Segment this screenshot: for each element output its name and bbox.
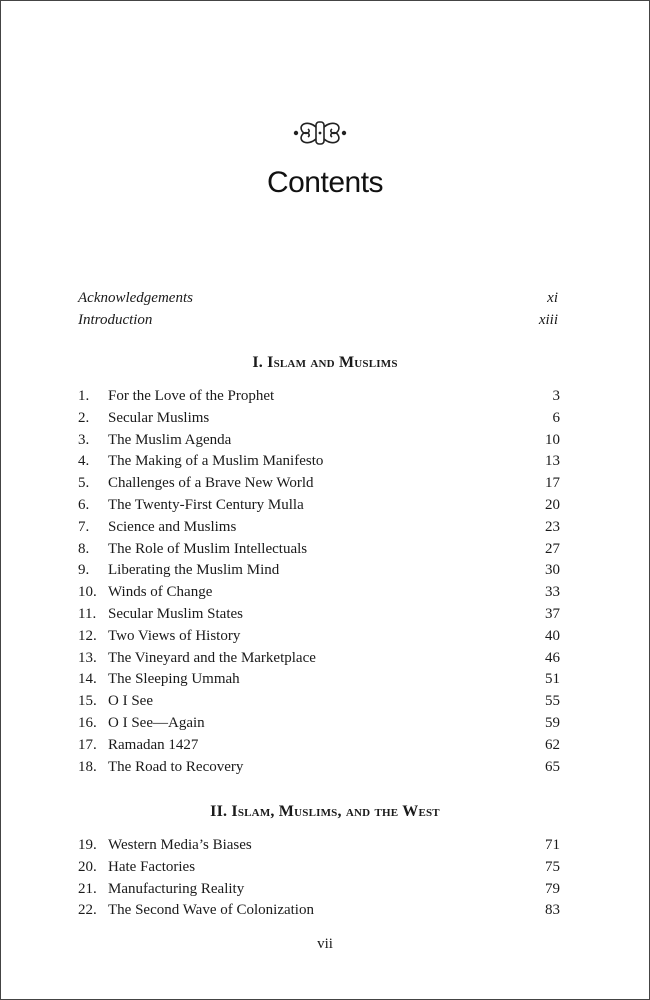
- chapter-number: 16.: [78, 714, 97, 731]
- chapter-page: 3: [552, 388, 560, 404]
- toc-entry[interactable]: [78, 287, 558, 309]
- chapter-number: 6.: [78, 496, 90, 513]
- chapter-number: 9.: [78, 562, 90, 579]
- part-heading: II. Islam, Muslims, and the West: [210, 803, 440, 820]
- toc-entry[interactable]: [78, 582, 560, 604]
- chapter-page: 27: [545, 540, 560, 557]
- front-matter-list: [78, 287, 558, 331]
- chapter-number: 11.: [78, 605, 97, 622]
- toc-entry[interactable]: [78, 386, 560, 408]
- chapter-page: 62: [545, 736, 560, 753]
- chapter-title: The Making of a Muslim Manifesto: [108, 453, 324, 470]
- chapter-page: 59: [545, 714, 560, 731]
- toc-entry[interactable]: [78, 857, 560, 879]
- chapter-title: The Vineyard and the Marketplace: [108, 649, 316, 666]
- chapter-title: O I See: [108, 693, 153, 710]
- chapter-page: 75: [545, 858, 560, 875]
- chapter-number: 4.: [78, 453, 90, 470]
- chapter-page: 23: [545, 518, 560, 535]
- chapter-number: 3.: [78, 431, 90, 448]
- chapter-list: [78, 835, 560, 922]
- toc-entry[interactable]: [78, 626, 560, 648]
- chapter-page: 83: [545, 902, 560, 919]
- chapter-number: 10.: [78, 584, 97, 601]
- chapter-number: 14.: [78, 671, 97, 688]
- part-heading: I. Islam and Muslims: [252, 354, 398, 371]
- chapter-number: 13.: [78, 649, 97, 666]
- chapter-title: Hate Factories: [108, 858, 196, 875]
- chapter-number: 17.: [78, 736, 97, 753]
- chapter-page: 20: [545, 496, 560, 513]
- toc-entry[interactable]: [78, 309, 558, 331]
- chapter-page: 17: [545, 475, 560, 492]
- chapter-page: 79: [545, 880, 560, 897]
- chapter-page: 65: [545, 758, 560, 775]
- chapter-page: 30: [545, 562, 560, 579]
- entry-page: xiii: [538, 312, 558, 328]
- chapter-number: 15.: [78, 693, 97, 710]
- chapter-page: 55: [545, 693, 560, 710]
- chapter-number: 22.: [78, 902, 97, 919]
- toc-entry[interactable]: [78, 835, 560, 857]
- toc-entry[interactable]: [78, 517, 560, 539]
- chapter-number: 19.: [78, 837, 97, 853]
- chapter-title: Western Media’s Biases: [108, 837, 252, 853]
- toc-entry[interactable]: [78, 900, 560, 922]
- chapter-title: Ramadan 1427: [108, 736, 199, 753]
- chapter-title: Winds of Change: [108, 584, 213, 601]
- toc-entry[interactable]: [78, 473, 560, 495]
- chapter-page: 37: [545, 605, 560, 622]
- toc-entry[interactable]: [78, 451, 560, 473]
- chapter-number: 21.: [78, 880, 97, 897]
- chapter-list: [78, 386, 560, 778]
- toc-entry[interactable]: [78, 669, 560, 691]
- chapter-number: 18.: [78, 758, 97, 775]
- toc-entry[interactable]: [78, 648, 560, 670]
- chapter-number: 1.: [78, 388, 90, 404]
- toc-entry[interactable]: [78, 604, 560, 626]
- chapter-page: 10: [545, 431, 560, 448]
- chapter-page: 40: [545, 627, 560, 644]
- chapter-title: O I See—Again: [108, 714, 205, 731]
- entry-title: Introduction: [78, 312, 153, 328]
- page-title: Contents: [266, 166, 384, 199]
- chapter-number: 20.: [78, 858, 97, 875]
- chapter-number: 8.: [78, 540, 90, 557]
- chapter-title: For the Love of the Prophet: [108, 388, 275, 404]
- page-number: vii: [317, 936, 333, 952]
- chapter-title: The Muslim Agenda: [108, 431, 232, 448]
- chapter-title: The Twenty-First Century Mulla: [108, 496, 304, 513]
- chapter-page: 46: [545, 649, 560, 666]
- toc-entry[interactable]: [78, 408, 560, 430]
- toc-entry[interactable]: [78, 560, 560, 582]
- chapter-title: Liberating the Muslim Mind: [108, 562, 280, 579]
- chapter-page: 6: [552, 409, 560, 426]
- chapter-title: The Sleeping Ummah: [108, 671, 240, 688]
- chapter-title: Manufacturing Reality: [108, 880, 245, 897]
- toc-entry[interactable]: [78, 539, 560, 561]
- chapter-title: Challenges of a Brave New World: [108, 475, 314, 492]
- chapter-title: The Second Wave of Colonization: [108, 902, 314, 919]
- chapter-title: Secular Muslims: [108, 409, 210, 426]
- chapter-title: Two Views of History: [108, 627, 241, 644]
- chapter-title: The Role of Muslim Intellectuals: [108, 540, 308, 557]
- chapter-title: The Road to Recovery: [108, 758, 244, 775]
- chapter-page: 71: [545, 837, 560, 853]
- toc-entry[interactable]: [78, 879, 560, 901]
- toc-entry[interactable]: [78, 735, 560, 757]
- toc-entry[interactable]: [78, 757, 560, 779]
- chapter-number: 5.: [78, 475, 90, 492]
- chapter-number: 7.: [78, 518, 90, 535]
- chapter-number: 12.: [78, 627, 97, 644]
- chapter-number: 2.: [78, 409, 90, 426]
- toc-entry[interactable]: [78, 713, 560, 735]
- toc-entry[interactable]: [78, 430, 560, 452]
- toc-entry[interactable]: [78, 691, 560, 713]
- chapter-page: 51: [545, 671, 560, 688]
- entry-page: xi: [547, 290, 558, 306]
- toc-entry[interactable]: [78, 495, 560, 517]
- fleuron-ornament-icon: [292, 118, 348, 148]
- chapter-title: Secular Muslim States: [108, 605, 243, 622]
- chapter-page: 13: [545, 453, 560, 470]
- chapter-title: Science and Muslims: [108, 518, 237, 535]
- entry-title: Acknowledgements: [78, 290, 193, 306]
- chapter-page: 33: [545, 584, 560, 601]
